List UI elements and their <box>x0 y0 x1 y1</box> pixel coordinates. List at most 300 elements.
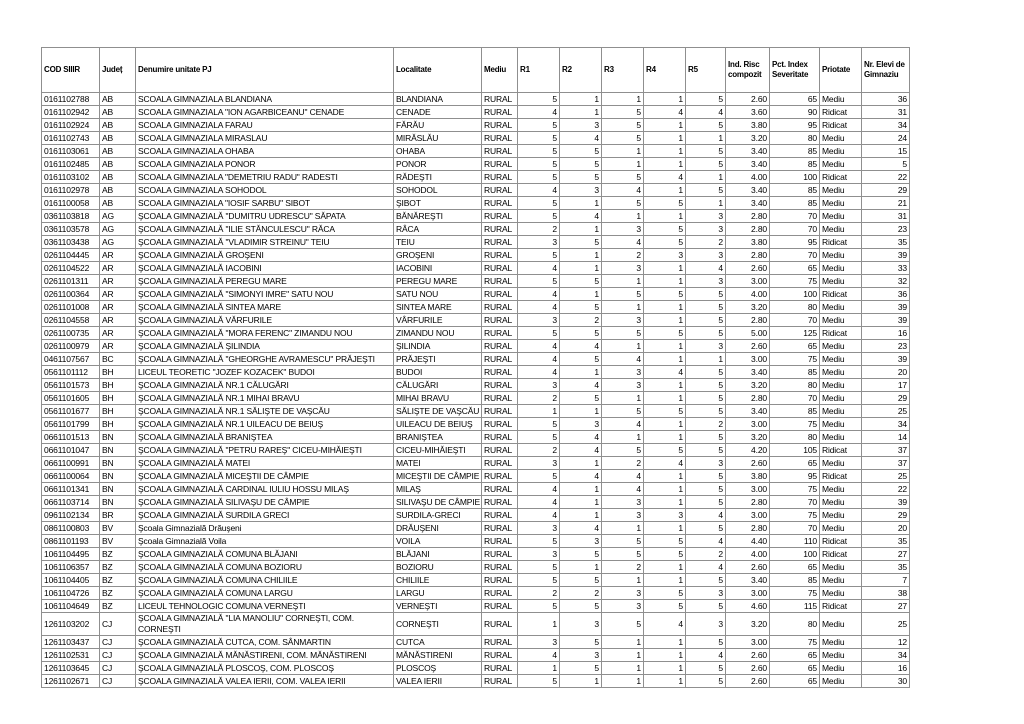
table-cell: 37 <box>862 444 910 457</box>
table-cell: RURAL <box>482 197 518 210</box>
table-cell: 3 <box>644 509 686 522</box>
table-cell: Mediu <box>820 392 862 405</box>
table-cell: 31 <box>862 106 910 119</box>
table-cell: 65 <box>770 457 820 470</box>
table-cell: 2.60 <box>726 675 770 688</box>
table-cell: 4 <box>686 649 726 662</box>
table-cell: ŞCOALA GIMNAZIALĂ NR.1 CĂLUGĂRI <box>136 379 394 392</box>
table-cell: RURAL <box>482 509 518 522</box>
table-cell: ŞCOALA GIMNAZIALĂ GROŞENI <box>136 249 394 262</box>
table-cell: 1 <box>644 301 686 314</box>
table-cell: AB <box>100 184 136 197</box>
table-cell: 5 <box>862 158 910 171</box>
col-header-ind-risc-compozit: Ind. Risc compozit <box>726 48 770 93</box>
table-cell: RURAL <box>482 119 518 132</box>
table-cell: 85 <box>770 158 820 171</box>
table-cell: 3.00 <box>726 587 770 600</box>
table-cell: ŞCOALA GIMNAZIALĂ NR.1 MIHAI BRAVU <box>136 392 394 405</box>
table-cell: ŞCOALA GIMNAZIALĂ "LIA MANOLIU" CORNEŞTI, COM. CORNEŞTI <box>136 613 394 636</box>
table-cell: ŞCOALA GIMNAZIALĂ "SIMONYI IMRE" SATU NOU <box>136 288 394 301</box>
table-cell: 65 <box>770 340 820 353</box>
col-header-denumire-unitate: Denumire unitate PJ <box>136 48 394 93</box>
table-cell: 3 <box>686 210 726 223</box>
table-cell: 4 <box>560 340 602 353</box>
table-cell: 5 <box>518 535 560 548</box>
table-cell: ŞCOALA GIMNAZIALĂ COMUNA BOZIORU <box>136 561 394 574</box>
table-cell: 0261100979 <box>42 340 100 353</box>
table-cell: BZ <box>100 574 136 587</box>
table-cell: 1061104726 <box>42 587 100 600</box>
table-row <box>42 483 910 496</box>
table-cell: CJ <box>100 675 136 688</box>
table-cell: 29 <box>862 392 910 405</box>
table-cell: 0161102978 <box>42 184 100 197</box>
table-cell: RURAL <box>482 275 518 288</box>
table-cell: 1 <box>644 496 686 509</box>
table-row <box>42 535 910 548</box>
table-cell: BR <box>100 509 136 522</box>
table-cell: 5 <box>518 210 560 223</box>
table-row <box>42 197 910 210</box>
table-cell: VERNEŞTI <box>394 600 482 613</box>
table-cell: RURAL <box>482 418 518 431</box>
table-cell: 4 <box>560 132 602 145</box>
table-cell: 4 <box>518 366 560 379</box>
table-cell: MIRĂSLĂU <box>394 132 482 145</box>
table-cell: 3.40 <box>726 366 770 379</box>
table-cell: SCOALA GIMNAZIALA FARAU <box>136 119 394 132</box>
table-cell: Mediu <box>820 509 862 522</box>
table-cell: 5 <box>686 184 726 197</box>
table-cell: 3 <box>686 249 726 262</box>
table-row <box>42 522 910 535</box>
table-cell: 85 <box>770 574 820 587</box>
table-cell: Mediu <box>820 496 862 509</box>
table-cell: 1 <box>644 314 686 327</box>
table-cell: ŞCOALA GIMNAZIALĂ CUTCA, COM. SÂNMARTIN <box>136 636 394 649</box>
table-cell: 3.40 <box>726 197 770 210</box>
table-cell: 4 <box>644 366 686 379</box>
table-cell: 5 <box>686 366 726 379</box>
table-cell: 1 <box>644 470 686 483</box>
table-cell: 16 <box>862 662 910 675</box>
table-cell: 4 <box>518 340 560 353</box>
table-cell: 0661101047 <box>42 444 100 457</box>
table-cell: 5 <box>518 171 560 184</box>
table-cell: 3.20 <box>726 132 770 145</box>
table-cell: Mediu <box>820 379 862 392</box>
table-cell: 1 <box>518 613 560 636</box>
table-cell: 3 <box>560 649 602 662</box>
table-cell: BZ <box>100 548 136 561</box>
table-cell: Mediu <box>820 431 862 444</box>
table-cell: 5 <box>686 314 726 327</box>
col-header-priotate: Priotate <box>820 48 862 93</box>
table-cell: AR <box>100 314 136 327</box>
table-cell: 70 <box>770 496 820 509</box>
table-cell: 1 <box>518 662 560 675</box>
table-cell: 5 <box>518 431 560 444</box>
table-cell: Ridicat <box>820 470 862 483</box>
table-cell: 70 <box>770 223 820 236</box>
table-cell: 5 <box>560 636 602 649</box>
table-cell: 0161102485 <box>42 158 100 171</box>
table-cell: 1061104649 <box>42 600 100 613</box>
table-cell: 34 <box>862 119 910 132</box>
table-cell: RURAL <box>482 649 518 662</box>
table-cell: 5 <box>686 483 726 496</box>
table-cell: BH <box>100 405 136 418</box>
table-cell: ŞCOALA GIMNAZIALĂ COMUNA BLĂJANI <box>136 548 394 561</box>
table-cell: 12 <box>862 636 910 649</box>
table-cell: AB <box>100 171 136 184</box>
table-cell: 1 <box>644 636 686 649</box>
table-cell: 0661100991 <box>42 457 100 470</box>
table-cell: 2 <box>518 392 560 405</box>
table-cell: 0261100735 <box>42 327 100 340</box>
table-cell: AB <box>100 158 136 171</box>
table-cell: Mediu <box>820 314 862 327</box>
table-cell: 3.40 <box>726 405 770 418</box>
table-cell: ŞCOALA GIMNAZIALĂ "ILIE STĂNCULESCU" RĂCA <box>136 223 394 236</box>
table-cell: CJ <box>100 649 136 662</box>
table-cell: 3.40 <box>726 184 770 197</box>
table-cell: 3 <box>602 379 644 392</box>
table-cell: ŞCOALA GIMNAZIALĂ SURDILA GRECI <box>136 509 394 522</box>
table-cell: 3 <box>686 457 726 470</box>
table-cell: 75 <box>770 353 820 366</box>
table-cell: SURDILA-GRECI <box>394 509 482 522</box>
table-cell: Mediu <box>820 662 862 675</box>
table-cell: Mediu <box>820 210 862 223</box>
table-cell: 65 <box>770 561 820 574</box>
table-cell: 3.40 <box>726 145 770 158</box>
table-cell: 35 <box>862 236 910 249</box>
table-cell: 3 <box>602 366 644 379</box>
table-cell: 25 <box>862 613 910 636</box>
table-cell: 0261100364 <box>42 288 100 301</box>
table-cell: 0361103438 <box>42 236 100 249</box>
table-cell: VALEA IERII <box>394 675 482 688</box>
table-cell: AB <box>100 197 136 210</box>
table-cell: BN <box>100 431 136 444</box>
table-cell: 1 <box>560 197 602 210</box>
table-cell: 3.00 <box>726 275 770 288</box>
table-cell: 3 <box>602 223 644 236</box>
table-cell: 4 <box>644 171 686 184</box>
table-cell: BOZIORU <box>394 561 482 574</box>
table-row <box>42 509 910 522</box>
table-cell: SCOALA GIMNAZIALA PONOR <box>136 158 394 171</box>
table-cell: 5 <box>602 288 644 301</box>
table-cell: 110 <box>770 535 820 548</box>
table-cell: 1 <box>644 210 686 223</box>
table-cell: 39 <box>862 353 910 366</box>
table-cell: 1 <box>686 353 726 366</box>
table-cell: 5 <box>518 561 560 574</box>
table-cell: 23 <box>862 340 910 353</box>
table-cell: 4.00 <box>726 171 770 184</box>
table-cell: 0261101311 <box>42 275 100 288</box>
table-cell: Ridicat <box>820 236 862 249</box>
table-cell: 20 <box>862 522 910 535</box>
table-cell: 3 <box>518 522 560 535</box>
table-cell: ŞIBOT <box>394 197 482 210</box>
table-cell: 1 <box>602 145 644 158</box>
table-cell: RURAL <box>482 327 518 340</box>
table-row <box>42 171 910 184</box>
table-cell: RURAL <box>482 535 518 548</box>
table-row <box>42 262 910 275</box>
table-cell: BN <box>100 444 136 457</box>
table-cell: 3 <box>686 613 726 636</box>
table-cell: 5 <box>686 405 726 418</box>
table-cell: 5 <box>644 587 686 600</box>
table-cell: 5 <box>560 662 602 675</box>
table-cell: Mediu <box>820 197 862 210</box>
table-cell: 1261103202 <box>42 613 100 636</box>
table-cell: 75 <box>770 275 820 288</box>
table-cell: 2.80 <box>726 522 770 535</box>
table-cell: 3.20 <box>726 379 770 392</box>
table-cell: 5 <box>644 548 686 561</box>
table-cell: ŞCOALA GIMNAZIALĂ "GHEORGHE AVRAMESCU" PRĂJEŞTI <box>136 353 394 366</box>
table-cell: RURAL <box>482 522 518 535</box>
table-cell: 1 <box>644 119 686 132</box>
table-cell: ŞCOALA GIMNAZIALĂ NR.1 SĂLIŞTE DE VAŞCĂU <box>136 405 394 418</box>
table-cell: 5 <box>602 327 644 340</box>
table-cell: 29 <box>862 509 910 522</box>
table-row <box>42 236 910 249</box>
table-cell: 1 <box>644 418 686 431</box>
table-cell: 5 <box>560 548 602 561</box>
table-cell: 3 <box>518 548 560 561</box>
table-cell: 4 <box>560 431 602 444</box>
table-cell: 1 <box>644 574 686 587</box>
table-cell: RURAL <box>482 132 518 145</box>
table-cell: 0561101112 <box>42 366 100 379</box>
table-cell: 34 <box>862 418 910 431</box>
table-cell: AB <box>100 119 136 132</box>
table-cell: 1 <box>644 353 686 366</box>
table-cell: 3 <box>686 587 726 600</box>
table-cell: 3.20 <box>726 613 770 636</box>
table-cell: Ridicat <box>820 444 862 457</box>
table-cell: PRĂJEŞTI <box>394 353 482 366</box>
table-cell: AR <box>100 275 136 288</box>
table-cell: 4.00 <box>726 548 770 561</box>
table-cell: CORNEŞTI <box>394 613 482 636</box>
table-cell: 1 <box>518 405 560 418</box>
table-cell: 1 <box>560 249 602 262</box>
table-cell: ŞCOALA GIMNAZIALĂ CARDINAL IULIU HOSSU MILAŞ <box>136 483 394 496</box>
table-cell: MATEI <box>394 457 482 470</box>
table-cell: ŞCOALA GIMNAZIALĂ PLOSCOŞ, COM. PLOSCOŞ <box>136 662 394 675</box>
table-cell: ŞCOALA GIMNAZIALĂ NR.1 UILEACU DE BEIUŞ <box>136 418 394 431</box>
table-cell: 1 <box>602 431 644 444</box>
table-cell: 70 <box>770 249 820 262</box>
table-cell: 22 <box>862 483 910 496</box>
table-cell: ŞCOALA GIMNAZIALĂ VALEA IERII, COM. VALEA IERII <box>136 675 394 688</box>
table-cell: 0461107567 <box>42 353 100 366</box>
table-cell: SCOALA GIMNAZIALA SOHODOL <box>136 184 394 197</box>
table-cell: 4 <box>560 444 602 457</box>
table-cell: 5 <box>686 675 726 688</box>
table-cell: 5 <box>644 236 686 249</box>
table-cell: AG <box>100 210 136 223</box>
col-header-pct-index-severitate: Pct. Index Severitate <box>770 48 820 93</box>
table-cell: AR <box>100 262 136 275</box>
table-cell: Şcoala Gimnazială Drăuşeni <box>136 522 394 535</box>
table-cell: 2.80 <box>726 223 770 236</box>
col-header-localitate: Localitate <box>394 48 482 93</box>
table-cell: 3.60 <box>726 106 770 119</box>
table-cell: 5 <box>686 93 726 106</box>
table-cell: Mediu <box>820 366 862 379</box>
table-cell: ŞCOALA GIMNAZIALĂ COMUNA LARGU <box>136 587 394 600</box>
table-cell: 75 <box>770 509 820 522</box>
table-cell: AR <box>100 288 136 301</box>
table-cell: RURAL <box>482 496 518 509</box>
table-cell: 4 <box>518 353 560 366</box>
schools-table <box>41 47 910 688</box>
table-cell: CUTCA <box>394 636 482 649</box>
table-row <box>42 662 910 675</box>
table-cell: 14 <box>862 431 910 444</box>
table-cell: 0661101513 <box>42 431 100 444</box>
table-cell: 17 <box>862 379 910 392</box>
table-cell: 39 <box>862 496 910 509</box>
table-cell: 1 <box>560 457 602 470</box>
table-cell: 1 <box>602 662 644 675</box>
table-cell: RURAL <box>482 158 518 171</box>
table-cell: ŞCOALA GIMNAZIALĂ COMUNA CHILIILE <box>136 574 394 587</box>
table-cell: ŞCOALA GIMNAZIALĂ "MORA FERENC" ZIMANDU NOU <box>136 327 394 340</box>
table-cell: 5 <box>686 444 726 457</box>
table-row <box>42 613 910 636</box>
table-cell: 0661101341 <box>42 483 100 496</box>
table-cell: SCOALA GIMNAZIALA "ION AGARBICEANU" CENADE <box>136 106 394 119</box>
table-cell: 65 <box>770 93 820 106</box>
table-cell: 0161102942 <box>42 106 100 119</box>
table-cell: 4 <box>518 288 560 301</box>
table-cell: 5 <box>644 327 686 340</box>
table-cell: 100 <box>770 171 820 184</box>
table-cell: 39 <box>862 314 910 327</box>
table-cell: 1 <box>644 132 686 145</box>
table-cell: 3 <box>518 379 560 392</box>
table-cell: 5 <box>686 288 726 301</box>
table-cell: 1061104495 <box>42 548 100 561</box>
table-cell: 5 <box>686 158 726 171</box>
table-row <box>42 353 910 366</box>
table-cell: RURAL <box>482 483 518 496</box>
table-cell: 1261103645 <box>42 662 100 675</box>
table-cell: 4.60 <box>726 600 770 613</box>
table-cell: 3.80 <box>726 236 770 249</box>
table-cell: RURAL <box>482 171 518 184</box>
table-cell: 4 <box>686 509 726 522</box>
table-cell: 5 <box>602 197 644 210</box>
col-header-mediu: Mediu <box>482 48 518 93</box>
table-cell: 5 <box>518 249 560 262</box>
table-cell: RURAL <box>482 106 518 119</box>
table-cell: 5 <box>560 353 602 366</box>
table-cell: 5 <box>518 600 560 613</box>
table-cell: SILIVAŞU DE CÂMPIE <box>394 496 482 509</box>
table-cell: Mediu <box>820 418 862 431</box>
table-cell: 4.00 <box>726 288 770 301</box>
table-cell: 80 <box>770 301 820 314</box>
table-cell: 3 <box>602 587 644 600</box>
table-cell: 5 <box>686 392 726 405</box>
table-cell: 90 <box>770 106 820 119</box>
table-cell: 1 <box>644 379 686 392</box>
table-cell: 4 <box>686 561 726 574</box>
table-cell: 1 <box>602 675 644 688</box>
table-cell: 5 <box>644 535 686 548</box>
col-header-r4: R4 <box>644 48 686 93</box>
table-cell: Mediu <box>820 301 862 314</box>
table-cell: 39 <box>862 301 910 314</box>
table-row <box>42 327 910 340</box>
table-cell: 1 <box>560 223 602 236</box>
table-cell: CĂLUGĂRI <box>394 379 482 392</box>
table-row <box>42 249 910 262</box>
table-cell: 1 <box>560 288 602 301</box>
table-cell: 0161103061 <box>42 145 100 158</box>
table-cell: 2.60 <box>726 340 770 353</box>
table-cell: 0861101193 <box>42 535 100 548</box>
table-cell: 4 <box>644 457 686 470</box>
table-row <box>42 649 910 662</box>
table-cell: 1 <box>560 93 602 106</box>
table-cell: BN <box>100 496 136 509</box>
table-cell: Mediu <box>820 483 862 496</box>
table-cell: Mediu <box>820 405 862 418</box>
table-row <box>42 587 910 600</box>
table-cell: MICEŞTII DE CÂMPIE <box>394 470 482 483</box>
table-cell: Mediu <box>820 613 862 636</box>
table-cell: 29 <box>862 184 910 197</box>
table-cell: BLĂJANI <box>394 548 482 561</box>
table-cell: 0561101799 <box>42 418 100 431</box>
table-cell: 1 <box>644 184 686 197</box>
table-cell: 2.60 <box>726 262 770 275</box>
table-cell: ŞCOALA GIMNAZIALĂ "PETRU RAREŞ" CICEU-MIHĂIEŞTI <box>136 444 394 457</box>
table-cell: SCOALA GIMNAZIALA OHABA <box>136 145 394 158</box>
table-cell: Ridicat <box>820 119 862 132</box>
table-cell: RURAL <box>482 184 518 197</box>
table-cell: 1 <box>644 145 686 158</box>
table-cell: 5 <box>560 600 602 613</box>
table-cell: 21 <box>862 197 910 210</box>
table-cell: 5 <box>686 522 726 535</box>
table-cell: 25 <box>862 405 910 418</box>
table-cell: GROŞENI <box>394 249 482 262</box>
table-cell: AR <box>100 340 136 353</box>
table-cell: 4.20 <box>726 444 770 457</box>
table-cell: AB <box>100 145 136 158</box>
table-cell: ŞCOALA GIMNAZIALĂ SINTEA MARE <box>136 301 394 314</box>
table-row <box>42 392 910 405</box>
table-cell: ŞCOALA GIMNAZIALĂ MĂNĂSTIRENI, COM. MĂNĂSTIRENI <box>136 649 394 662</box>
table-cell: 35 <box>862 535 910 548</box>
table-cell: 1 <box>644 522 686 535</box>
table-row <box>42 600 910 613</box>
table-cell: AR <box>100 301 136 314</box>
table-cell: 0361103578 <box>42 223 100 236</box>
